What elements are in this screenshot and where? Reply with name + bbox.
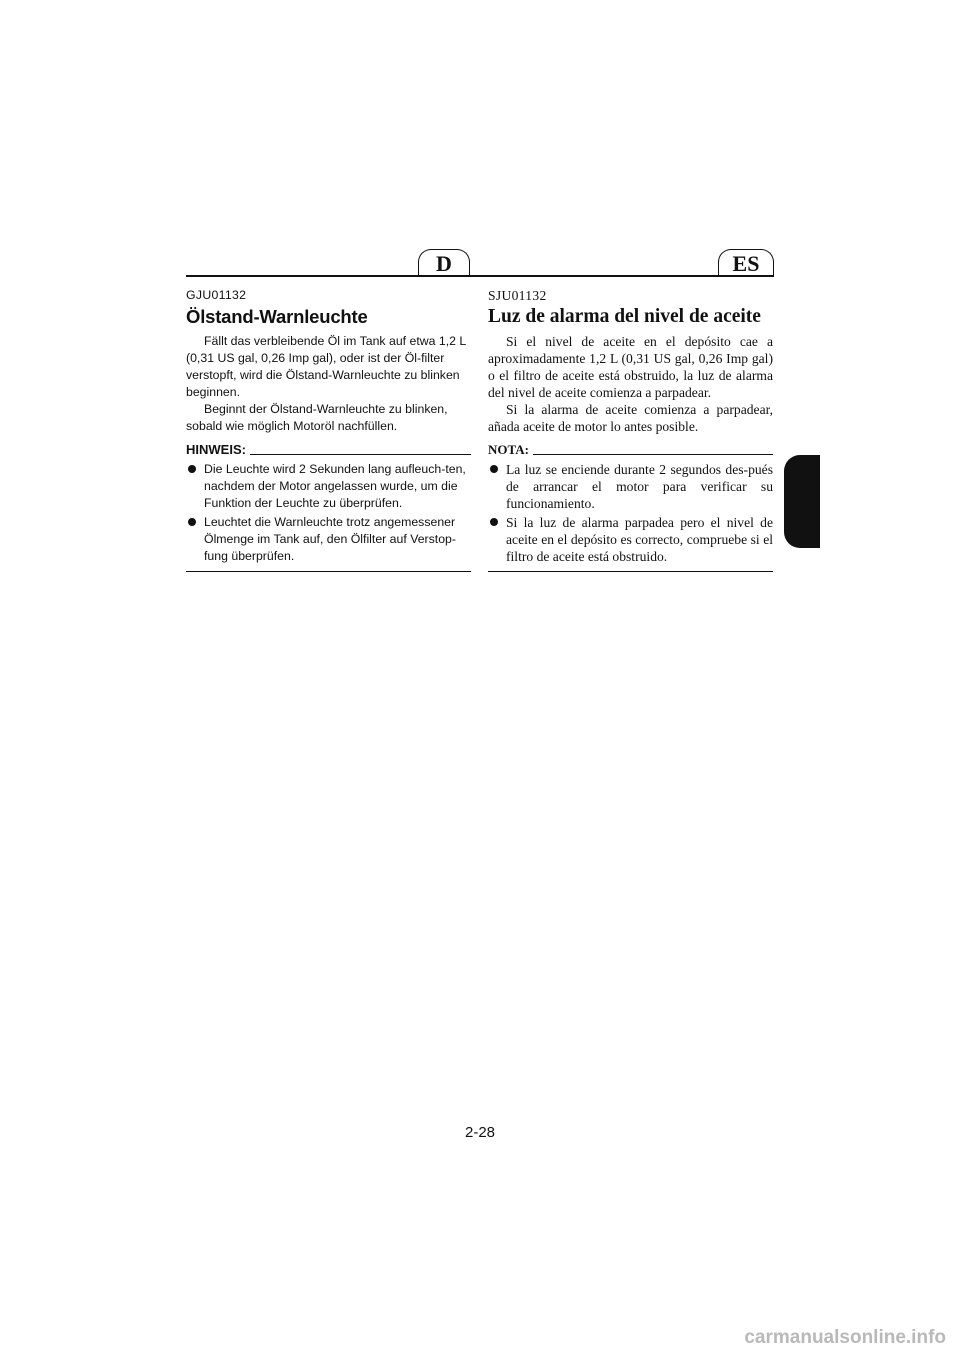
note-header	[488, 442, 773, 457]
list-item: Si la luz de alarma parpadea pero el nivel de aceite en el depósito es correcto, compruebe si el filtro de aceite está obstruido.	[488, 514, 773, 565]
note-header	[186, 442, 471, 457]
note-end-rule	[186, 571, 471, 572]
section-title: Luz de alarma del nivel de aceite	[488, 306, 761, 327]
note-rule	[250, 454, 471, 455]
language-badge-german: D	[418, 249, 470, 275]
section-code: SJU01132	[488, 288, 547, 303]
page-number: 2-28	[464, 1124, 496, 1141]
chapter-thumb-tab	[784, 455, 820, 548]
bullet-icon	[490, 518, 498, 526]
section-code: GJU01132	[186, 288, 247, 302]
paragraph: Si la alarma de aceite comienza a parpadear, añada aceite de motor lo antes posible.	[488, 402, 773, 434]
spanish-column	[488, 287, 773, 572]
watermark: carmanualsonline.info	[744, 1327, 946, 1348]
note-rule	[533, 454, 773, 455]
paragraph: Si el nivel de aceite en el depósito cae a aproximadamente 1,2 L (0,31 US gal, 0,26 Imp gal) o el filtro de aceite está obstruido, la luz de alarma del nivel de aceite comienza a parpadear.	[488, 334, 773, 400]
list-item: Die Leuchte wird 2 Sekunden lang aufleuch-ten, nachdem der Motor angelassen wurde, um die Funktion der Leuchte zu überprüfen.	[186, 461, 471, 512]
section-title: Ölstand-Warnleuchte	[186, 306, 368, 327]
paragraph: Fällt das verbleibende Öl im Tank auf etwa 1,2 L (0,31 US gal, 0,26 Imp gal), oder ist der Öl-filter verstopft, wird die Ölstand-Warnleuchte zu blinken beginnen.	[186, 334, 466, 399]
paragraph: Beginnt der Ölstand-Warnleuchte zu blinken, sobald wie möglich Motoröl nachfüllen.	[186, 402, 448, 433]
note-end-rule	[488, 571, 773, 572]
note-title: NOTA:	[488, 442, 529, 457]
list-item: La luz se enciende durante 2 segundos des-pués de arrancar el motor para verificar su funcionamiento.	[488, 461, 773, 512]
note-list	[488, 461, 773, 565]
bullet-icon	[490, 465, 498, 473]
bullet-icon	[188, 465, 196, 473]
list-item: Leuchtet die Warnleuchte trotz angemessener Ölmenge im Tank auf, den Ölfilter auf Verstop-fung überprüfen.	[186, 514, 471, 565]
header-rule	[186, 275, 774, 277]
language-badge-spanish: ES	[718, 249, 774, 275]
bullet-icon	[188, 518, 196, 526]
note-list	[186, 461, 471, 565]
note-title: HINWEIS:	[186, 442, 246, 457]
german-column	[186, 287, 471, 572]
